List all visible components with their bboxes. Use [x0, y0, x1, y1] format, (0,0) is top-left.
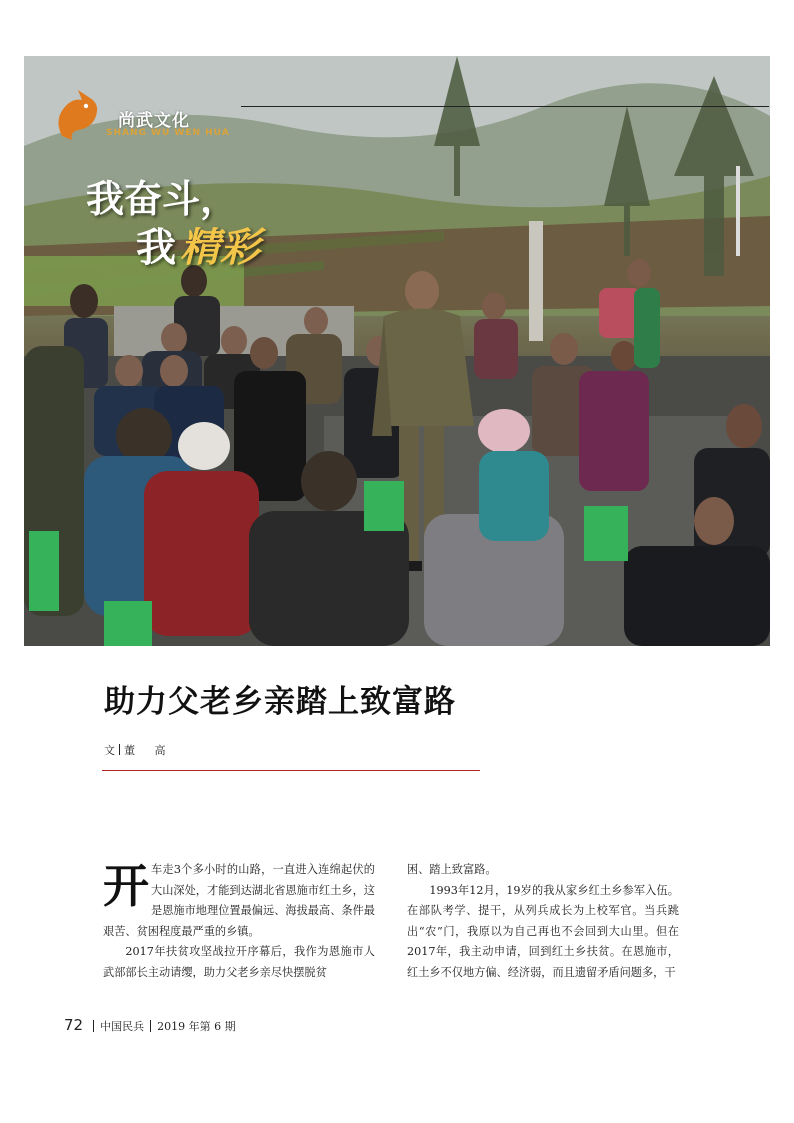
- paragraph-text: 车走3个多小时的山路，一直进入连绵起伏的大山深处，才能到达湖北省恩施市红土乡，这是恩施市地理位置最偏远、海拔最高、条件最艰苦、贫困程度最严重的乡镇。: [103, 863, 375, 938]
- article-title: 助力父老乡亲踏上致富路: [104, 684, 456, 720]
- issue-label: 2019 年第 6 期: [157, 1020, 236, 1033]
- paragraph: 1993年12月，19岁的我从家乡红土乡参军入伍。在部队考学、提干，从列兵成长为上校军官。当兵跳出“农”门，我原以为自己再也不会回到大山里。但在2017年，我主动申请，回到红土乡扶贫。在恩施市，红土乡不仅地方偏、经济弱，而且遗留矛盾问题多，干: [407, 883, 679, 979]
- headline-gold-text: 精彩: [180, 225, 260, 271]
- paragraph: [103, 860, 375, 942]
- byline: [104, 742, 174, 758]
- footer-separator: [93, 1020, 94, 1032]
- hero-photo: [24, 56, 770, 646]
- magazine-name: 中国民兵: [100, 1020, 145, 1033]
- section-pinyin: SHANG WU WEN HUA: [106, 128, 230, 138]
- byline-prefix: 文: [104, 744, 115, 757]
- paragraph: 困、踏上致富路。: [407, 863, 497, 876]
- footer-separator: [150, 1020, 151, 1032]
- drop-cap: 开: [103, 859, 149, 913]
- byline-separator: [119, 744, 120, 755]
- paragraph: 2017年扶贫攻坚战拉开序幕后，我作为恩施市人武部部长主动请缨，助力父老乡亲尽快摆脱贫: [103, 945, 375, 979]
- page-footer: [64, 1016, 236, 1034]
- body-column-1: [103, 860, 375, 984]
- page-number: 72: [64, 1016, 84, 1034]
- photo-headline-line1: 我奋斗，: [86, 177, 239, 221]
- body-column-2: [407, 860, 679, 984]
- section-title: 尚武文化: [118, 111, 190, 131]
- hero-photo-scene: [24, 56, 770, 646]
- byline-author: 董 高: [124, 744, 174, 757]
- photo-headline-line2: [136, 216, 260, 273]
- headline-white-text: 我: [136, 225, 176, 271]
- dragon-logo-icon: [52, 86, 102, 142]
- header-rule: [241, 106, 769, 107]
- title-rule: [102, 770, 480, 771]
